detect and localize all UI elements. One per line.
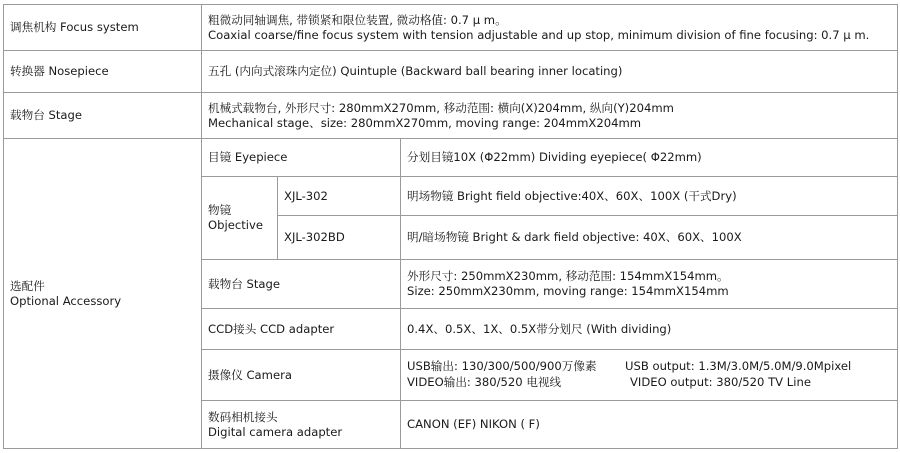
- objective-model-value-cell: [401, 177, 897, 215]
- stage-value-cell: [202, 93, 897, 138]
- digital-adapter-value: CANON (EF) NIKON ( F): [407, 417, 540, 431]
- ccd-label: CCD接头 CCD adapter: [208, 321, 335, 336]
- optional-stage-label-cell: [202, 260, 400, 308]
- stage-value-en: Mechanical stage、size: 280mmX270mm, moving range: 204mmX204mm: [208, 115, 642, 130]
- focus-value-en: Coaxial coarse/fine focus system with tension adjustable and up stop, minimum division of fine focusing: 0.7 μ m.: [208, 27, 870, 42]
- objective-model-name: XJL-302: [284, 188, 328, 203]
- focus-label-cell: [4, 5, 201, 50]
- objective-model-value-cell: [401, 216, 897, 259]
- stage-value-cn: 机械式载物台, 外形尺寸: 280mmX270mm, 移动范围: 横向(X)204mm, 纵向(Y)204mm: [208, 100, 674, 115]
- digital-adapter-label-cell: [202, 401, 400, 448]
- optional-accessory-label-cn: 选配件: [10, 278, 45, 293]
- optional-stage-label: 载物台 Stage: [208, 276, 280, 291]
- nosepiece-label-cell: [4, 51, 201, 92]
- objective-model-name: XJL-302BD: [284, 230, 345, 244]
- camera-video-cn: VIDEO输出: 380/520 电视线: [407, 375, 562, 389]
- stage-label: 载物台 Stage: [10, 108, 82, 122]
- ccd-value: 0.4X、0.5X、1X、0.5X带分划尺 (With dividing): [407, 321, 672, 336]
- optional-stage-value-cn: 外形尺寸: 250mmX230mm, 移动范围: 154mmX154mm。: [407, 269, 729, 283]
- nosepiece-label: 转换器 Nosepiece: [10, 64, 109, 78]
- optional-accessory-label-en: Optional Accessory: [10, 293, 122, 308]
- eyepiece-value-cell: [401, 139, 897, 176]
- objective-model-cell: [278, 216, 400, 259]
- optional-stage-value-cell: [401, 260, 897, 308]
- camera-usb-cn: USB输出: 130/300/500/900万像素: [407, 359, 597, 373]
- focus-label: 调焦机构 Focus system: [10, 20, 139, 34]
- digital-adapter-label-cn: 数码相机接头: [208, 409, 278, 424]
- eyepiece-label: 目镜 Eyepiece: [208, 150, 288, 164]
- eyepiece-label-cell: [202, 139, 400, 176]
- eyepiece-value: 分划目镜10X (Φ22mm) Dividing eyepiece( Φ22mm): [407, 150, 702, 164]
- nosepiece-value: 五孔 (内向式滚珠内定位) Quintuple (Backward ball bearing inner locating): [208, 64, 623, 78]
- objective-label-en: Objective: [208, 218, 263, 232]
- focus-value-cell: [202, 5, 897, 50]
- objective-label-cn: 物镜: [208, 203, 232, 217]
- camera-usb-en: USB output: 1.3M/3.0M/5.0M/9.0Mpixel: [625, 359, 852, 373]
- digital-adapter-value-cell: [401, 401, 897, 448]
- camera-video-en: VIDEO output: 380/520 TV Line: [630, 375, 811, 389]
- objective-model-value: 明场物镜 Bright field objective:40X、60X、100X (干式Dry): [407, 188, 737, 203]
- objective-label-cell: [202, 177, 277, 259]
- optional-stage-value-en: Size: 250mmX230mm, moving range: 154mmX154mm: [407, 284, 729, 298]
- camera-value-cell: [401, 350, 897, 400]
- row-divider: [3, 448, 897, 449]
- stage-label-cell: [4, 93, 201, 138]
- ccd-value-cell: [401, 309, 897, 349]
- column-divider: [897, 4, 898, 449]
- digital-adapter-label-en: Digital camera adapter: [208, 424, 343, 439]
- objective-model-cell: [278, 177, 400, 215]
- objective-model-value: 明/暗场物镜 Bright & dark field objective: 40X、60X、100X: [407, 230, 742, 244]
- optional-accessory-label-cell: [4, 139, 201, 448]
- focus-value-cn: 粗微动同轴调焦, 带锁紧和限位装置, 微动格值: 0.7 μ m。: [208, 12, 507, 27]
- camera-label: 摄像仪 Camera: [208, 367, 292, 382]
- nosepiece-value-cell: [202, 51, 897, 92]
- ccd-label-cell: [202, 309, 400, 349]
- camera-label-cell: [202, 350, 400, 400]
